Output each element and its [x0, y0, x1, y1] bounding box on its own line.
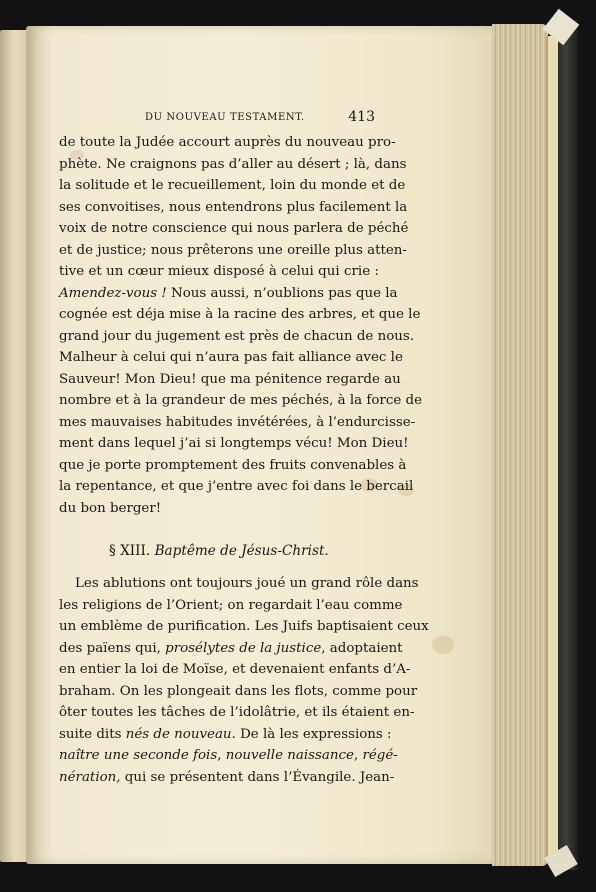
- section-heading: [59, 529, 379, 573]
- text-span: , adoptaient: [321, 640, 403, 656]
- italic-term: naître une seconde fois: [59, 748, 218, 763]
- text-line: les religions de l’Orient; on regardait l’eau comme: [59, 597, 403, 613]
- text-span: ,: [353, 748, 363, 763]
- text-span: ,: [217, 748, 226, 763]
- facing-page-edge: [0, 30, 26, 862]
- page-text: [59, 108, 429, 788]
- book-cover: [558, 20, 578, 870]
- text-line: de toute la Judée accourt auprès du nouveau pro-: [59, 135, 396, 150]
- running-head: [59, 108, 379, 130]
- text-span: Nous aussi, n’oublions pas que la: [166, 285, 398, 301]
- paragraph-2: [59, 573, 429, 788]
- text-line: tive et un cœur mieux disposé à celui qui crie :: [59, 264, 379, 279]
- page-edges: [492, 24, 548, 866]
- text-line: ôter toutes les tâches de l’idolâtrie, et ils étaient en-: [59, 705, 415, 720]
- text-line: nombre et à la grandeur de mes péchés, à la force de: [59, 393, 423, 408]
- text-line: Sauveur! Mon Dieu! que ma pénitence regarde au: [59, 371, 401, 387]
- text-line: que je porte promptement des fruits convenables à: [59, 457, 407, 473]
- text-line: braham. On les plongeait dans les flots, comme pour: [59, 683, 418, 699]
- text-line: la repentance, et que j’entre avec foi dans le bercail: [59, 479, 414, 494]
- text-line: voix de notre conscience qui nous parlera de péché: [59, 221, 409, 236]
- italic-term: prosélytes de la justice: [165, 640, 322, 656]
- text-span: des païens qui,: [59, 640, 166, 656]
- text-line: cognée est déja mise à la racine des arbres, et que le: [59, 307, 421, 322]
- italic-exclamation: Amendez-vous !: [59, 285, 167, 301]
- page-number: 413: [348, 109, 375, 125]
- text-line: Malheur à celui qui n’aura pas fait alliance avec le: [59, 350, 403, 365]
- text-line: [59, 724, 392, 746]
- text-line: un emblème de purification. Les Juifs baptisaient ceux: [59, 619, 429, 634]
- paragraph-1: [59, 132, 423, 519]
- foxing-stain: [432, 636, 454, 654]
- text-line: mes mauvaises habitudes invétérées, à l’endurcisse-: [59, 414, 416, 430]
- text-line: phète. Ne craignons pas d’aller au désert ; là, dans: [59, 156, 407, 172]
- text-line: ses convoitises, nous entendrons plus facilement la: [59, 199, 408, 215]
- italic-term: régé-: [362, 748, 398, 763]
- text-line: [59, 745, 398, 767]
- text-line: en entier la loi de Moïse, et devenaient enfants d’A-: [59, 662, 411, 677]
- text-span: De là les expressions :: [235, 726, 392, 742]
- text-line: grand jour du jugement est près de chacun de nous.: [59, 328, 415, 344]
- text-line: Les ablutions ont toujours joué un grand rôle dans: [75, 576, 419, 591]
- italic-term: nouvelle naissance: [225, 748, 354, 763]
- text-line: la solitude et le recueillement, loin du monde et de: [59, 178, 406, 193]
- running-title: DU NOUVEAU TESTAMENT.: [145, 112, 305, 123]
- text-line: [59, 283, 398, 305]
- italic-term: nération,: [59, 769, 121, 785]
- text-line: et de justice; nous prêterons une oreille plus atten-: [59, 242, 407, 258]
- italic-term: nés de nouveau.: [125, 726, 236, 742]
- text-line: [59, 767, 395, 789]
- section-title: Baptême de Jésus-Christ.: [154, 543, 329, 559]
- section-number: § XIII.: [109, 543, 151, 559]
- text-line: ment dans lequel j’ai si longtemps vécu! Mon Dieu!: [59, 436, 409, 451]
- text-span: qui se présentent dans l’Évangile. Jean-: [120, 769, 395, 785]
- text-line: [59, 638, 403, 660]
- text-span: suite dits: [59, 726, 126, 742]
- text-line: du bon berger!: [59, 500, 162, 516]
